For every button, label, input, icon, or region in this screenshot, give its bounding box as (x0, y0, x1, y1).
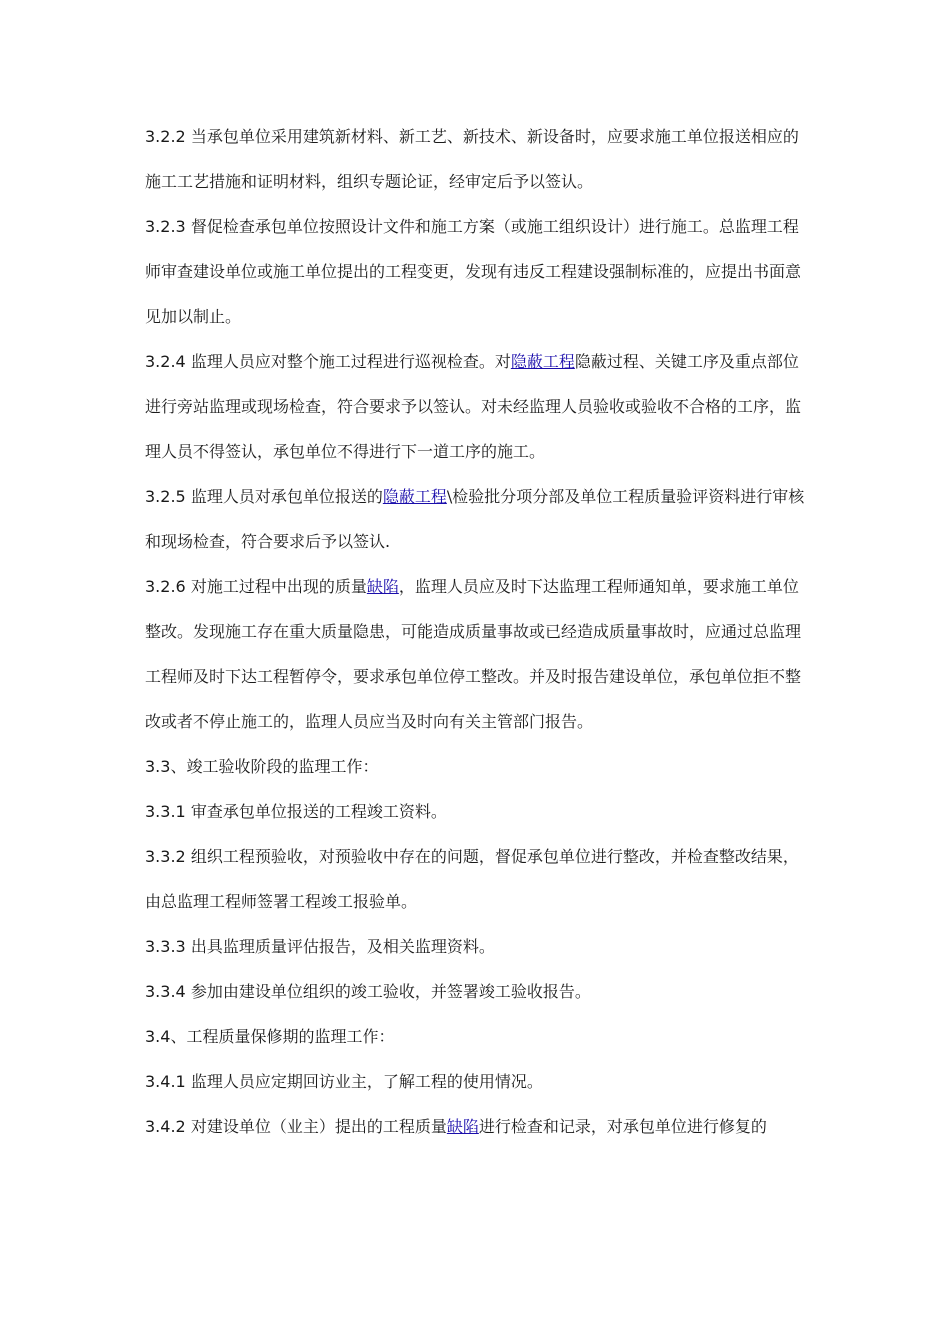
paragraph-3-3-2 (145, 834, 805, 924)
clause-number: 3.2.4 (145, 352, 186, 371)
document-body (145, 114, 805, 1149)
section-heading-3-4 (145, 1014, 805, 1059)
clause-number: 3.4 (145, 1027, 171, 1046)
hidden-works-link[interactable]: 隐蔽工程 (382, 487, 447, 506)
paragraph-3-2-5 (145, 474, 805, 564)
defect-link[interactable]: 缺陷 (366, 577, 399, 596)
paragraph-text: 出具监理质量评估报告，及相关监理资料。 (190, 937, 495, 956)
clause-number: 3.2.6 (145, 577, 186, 596)
clause-number: 3.2.2 (145, 127, 186, 146)
paragraph-3-2-3 (145, 204, 805, 339)
paragraph-3-4-2 (145, 1104, 805, 1149)
clause-number: 3.2.3 (145, 217, 186, 236)
section-heading-3-3 (145, 744, 805, 789)
paragraph-text: 参加由建设单位组织的竣工验收，并签署竣工验收报告。 (190, 982, 591, 1001)
paragraph-3-3-1 (145, 789, 805, 834)
clause-number: 3.3 (145, 757, 171, 776)
paragraph-3-2-4 (145, 339, 805, 474)
paragraph-3-3-3 (145, 924, 805, 969)
hidden-works-link[interactable]: 隐蔽工程 (510, 352, 575, 371)
paragraph-text: 审查承包单位报送的工程竣工资料。 (190, 802, 447, 821)
paragraph-3-2-2 (145, 114, 805, 204)
paragraph-text: 监理人员应对整个施工过程进行巡视检查。对 (190, 352, 511, 371)
paragraph-3-4-1 (145, 1059, 805, 1104)
paragraph-text: 组织工程预验收，对预验收中存在的问题，督促承包单位进行整改，并检查整改结果，由总监理工程师签署工程竣工报验单。 (145, 847, 799, 911)
paragraph-text: 督促检查承包单位按照设计文件和施工方案（或施工组织设计）进行施工。总监理工程师审查建设单位或施工单位提出的工程变更，发现有违反工程建设强制标准的，应提出书面意见加以制止。 (145, 217, 802, 326)
clause-number: 3.2.5 (145, 487, 186, 506)
defect-link[interactable]: 缺陷 (446, 1117, 479, 1136)
paragraph-3-2-6 (145, 564, 805, 744)
heading-text: 、竣工验收阶段的监理工作： (170, 757, 379, 776)
paragraph-text: 监理人员对承包单位报送的 (190, 487, 383, 506)
heading-text: 、工程质量保修期的监理工作： (170, 1027, 395, 1046)
paragraph-text: 对施工过程中出现的质量 (190, 577, 367, 596)
clause-number: 3.4.1 (145, 1072, 186, 1091)
clause-number: 3.3.4 (145, 982, 186, 1001)
paragraph-text: ，监理人员应及时下达监理工程师通知单，要求施工单位整改。发现施工存在重大质量隐患，可能造成质量事故或已经造成质量事故时，应通过总监理工程师及时下达工程暂停令，要求承包单位停工整改。并及时报告建设单位，承包单位拒不整改或者不停止施工的，监理人员应当及时向有关主管部门报告。 (145, 577, 802, 731)
clause-number: 3.3.3 (145, 937, 186, 956)
paragraph-text: \检验批分项分部及单位工程质量验评资料进行审核和现场检查，符合要求后予以签认. (145, 487, 805, 551)
paragraph-text: 监理人员应定期回访业主，了解工程的使用情况。 (190, 1072, 543, 1091)
paragraph-3-3-4 (145, 969, 805, 1014)
paragraph-text: 当承包单位采用建筑新材料、新工艺、新技术、新设备时，应要求施工单位报送相应的施工工艺措施和证明材料，组织专题论证，经审定后予以签认。 (145, 127, 799, 191)
paragraph-text: 对建设单位（业主）提出的工程质量 (190, 1117, 447, 1136)
paragraph-text: 隐蔽过程、关键工序及重点部位进行旁站监理或现场检查，符合要求予以签认。对未经监理人员验收或验收不合格的工序，监理人员不得签认，承包单位不得进行下一道工序的施工。 (145, 352, 802, 461)
clause-number: 3.3.1 (145, 802, 186, 821)
paragraph-text: 进行检查和记录，对承包单位进行修复的 (478, 1117, 767, 1136)
clause-number: 3.4.2 (145, 1117, 186, 1136)
clause-number: 3.3.2 (145, 847, 186, 866)
